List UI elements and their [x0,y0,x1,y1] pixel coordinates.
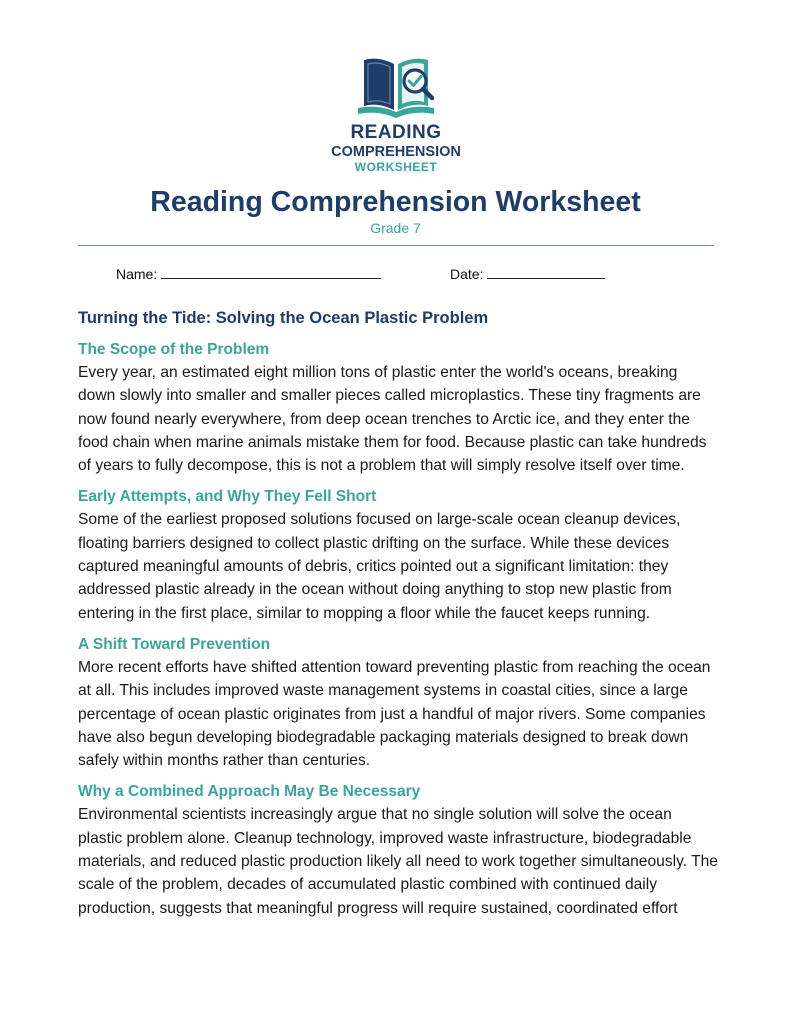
passage-section [78,634,718,772]
date-label: Date: [450,266,484,282]
section-heading: Why a Combined Approach May Be Necessary [78,783,421,801]
name-field [116,264,381,283]
section-heading: A Shift Toward Prevention [78,635,271,653]
logo-text-reading: READING [350,122,442,143]
passage-title: Turning the Tide: Solving the Ocean Plastic Problem [78,309,489,327]
section-body: Every year, an estimated eight million tons of plastic enter the world's oceans, breaking down slowly into smaller and smaller pieces called microplastics. These tiny fragments are now found nearly everywhere, from deep ocean trenches to Arctic ice, and they enter the food chain when marine animals mistake them for food. Because plastic can take hundreds of years to fully decompose, this is not a problem that will simply resolve itself over time. [78,364,707,475]
section-heading: Early Attempts, and Why They Fell Short [78,488,377,506]
passage-section [78,486,718,624]
name-label: Name: [116,266,158,282]
name-blank-line[interactable] [161,264,381,279]
page-title: Reading Comprehension Worksheet [150,186,641,218]
logo-text-comprehension: COMPREHENSION [331,144,461,160]
date-blank-line[interactable] [487,264,605,279]
header-divider [78,245,714,246]
passage-section [78,781,718,919]
reading-passage [78,307,718,929]
worksheet-logo [318,48,474,178]
passage-section [78,339,718,477]
section-body: Environmental scientists increasingly argue that no single solution will solve the ocean plastic problem alone. Cleanup technology, improved waste infrastructure, biodegradable materials, and reduced plastic production likely all need to work together simultaneously. The scale of the problem, decades of accumulated plastic combined with continued daily production, suggests that meaningful progress will require sustained, coordinated effort [78,806,718,917]
section-body: More recent efforts have shifted attention toward preventing plastic from reaching the ocean at all. This includes improved waste management systems in coastal cities, since a large percentage of ocean plastic originates from just a handful of major rivers. Some companies have also begun developing biodegradable packaging materials designed to break down safely within months rather than centuries. [78,658,711,770]
section-body: Some of the earliest proposed solutions focused on large-scale ocean cleanup devices, floating barriers designed to collect plastic drifting on the surface. While these devices captured meaningful amounts of debris, critics pointed out a significant limitation: they addressed plastic already in the ocean without doing anything to stop new plastic from entering in the first place, similar to mopping a floor while the faucet keeps running. [78,511,681,622]
grade-subtitle: Grade 7 [370,220,421,236]
section-heading: The Scope of the Problem [78,341,270,358]
date-field [450,264,605,283]
logo-text-worksheet: WORKSHEET [354,160,438,174]
book-magnifier-check-icon [318,48,474,120]
